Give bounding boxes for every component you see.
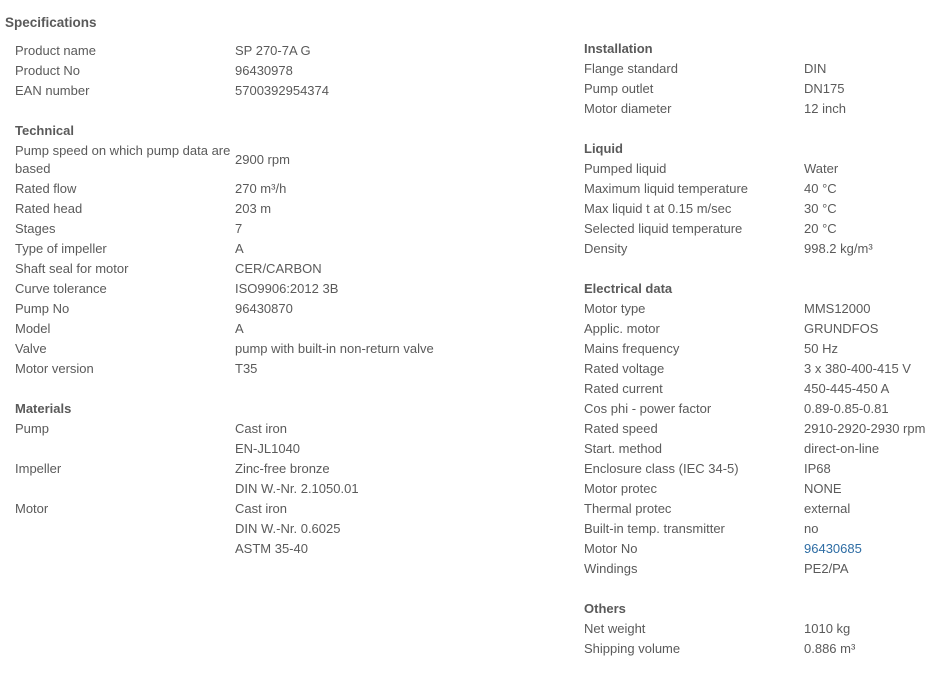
spec-label: Thermal protec xyxy=(584,501,672,516)
spec-label: Maximum liquid temperature xyxy=(584,181,749,196)
spec-row xyxy=(15,339,555,359)
spec-value: ISO9906:2012 3B xyxy=(235,281,339,296)
spec-label: Enclosure class (IEC 34-5) xyxy=(584,461,739,476)
spec-row xyxy=(584,359,934,379)
installation-title: Installation xyxy=(584,41,653,56)
spec-row xyxy=(15,479,555,499)
spec-value: direct-on-line xyxy=(804,441,880,456)
spec-value: 270 m³/h xyxy=(235,181,287,196)
spec-value: 96430870 xyxy=(235,301,293,316)
electrical-title: Electrical data xyxy=(584,281,673,296)
spec-row xyxy=(584,59,934,79)
spec-row xyxy=(584,439,934,459)
spec-value: DIN xyxy=(804,61,827,76)
spec-value: DIN W.-Nr. 2.1050.01 xyxy=(235,481,359,496)
spec-label: Rated head xyxy=(15,201,83,216)
liquid-title: Liquid xyxy=(584,141,623,156)
spec-label: Net weight xyxy=(584,621,646,636)
spec-label: Model xyxy=(15,321,51,336)
spec-label: Rated speed xyxy=(584,421,658,436)
spec-row xyxy=(584,519,934,539)
spec-row xyxy=(15,61,555,81)
spec-row xyxy=(584,639,934,659)
spec-label: Pump No xyxy=(15,301,70,316)
spec-label: Product name xyxy=(15,43,96,58)
spec-row xyxy=(15,219,555,239)
spec-row xyxy=(584,339,934,359)
spec-value: A xyxy=(235,241,244,256)
spec-value: no xyxy=(804,521,819,536)
spec-value: EN-JL1040 xyxy=(235,441,301,456)
spec-row xyxy=(584,479,934,499)
left-column xyxy=(15,41,555,559)
spec-value: 0.89-0.85-0.81 xyxy=(804,401,889,416)
spec-label: Type of impeller xyxy=(15,241,107,256)
spec-row xyxy=(15,81,555,101)
spec-row xyxy=(15,519,555,539)
spec-label: Mains frequency xyxy=(584,341,680,356)
spec-value: 1010 kg xyxy=(804,621,851,636)
spec-row xyxy=(15,459,555,479)
installation-section xyxy=(584,39,934,119)
spec-row xyxy=(15,239,555,259)
spec-label: Stages xyxy=(15,221,56,236)
spec-label: Pump outlet xyxy=(584,81,654,96)
spec-row xyxy=(584,499,934,519)
spec-row xyxy=(584,79,934,99)
spec-label: Valve xyxy=(15,341,47,356)
spec-row xyxy=(15,279,555,299)
spec-row xyxy=(584,419,934,439)
spec-value: A xyxy=(235,321,244,336)
spec-value: 20 °C xyxy=(804,221,837,236)
spec-row xyxy=(15,41,555,61)
spec-row xyxy=(584,219,934,239)
technical-section xyxy=(15,121,555,379)
spec-value: 203 m xyxy=(235,201,272,216)
spec-label: Cos phi - power factor xyxy=(584,401,712,416)
motor-no-link[interactable]: 96430685 xyxy=(804,541,862,556)
spec-row xyxy=(584,159,934,179)
spec-value: NONE xyxy=(804,481,842,496)
spec-label: Pump xyxy=(15,421,49,436)
spec-value: 450-445-450 A xyxy=(804,381,890,396)
spec-label: Motor diameter xyxy=(584,101,672,116)
spec-value: IP68 xyxy=(804,461,831,476)
spec-label: Selected liquid temperature xyxy=(584,221,743,236)
spec-value: 3 x 380-400-415 V xyxy=(804,361,911,376)
spec-label: Motor version xyxy=(15,361,94,376)
spec-label: Curve tolerance xyxy=(15,281,107,296)
spec-row xyxy=(15,179,555,199)
spec-row xyxy=(584,559,934,579)
spec-row xyxy=(584,299,934,319)
spec-value: 5700392954374 xyxy=(235,83,329,98)
spec-value: DIN W.-Nr. 0.6025 xyxy=(235,521,341,536)
spec-label: Built-in temp. transmitter xyxy=(584,521,725,536)
spec-row xyxy=(15,539,555,559)
spec-label: Density xyxy=(584,241,628,256)
spec-row xyxy=(15,359,555,379)
technical-title: Technical xyxy=(15,123,75,138)
spec-label: Motor No xyxy=(584,541,638,556)
materials-section xyxy=(15,399,555,559)
spec-value: 0.886 m³ xyxy=(804,641,856,656)
spec-row xyxy=(584,539,934,559)
spec-value: ASTM 35-40 xyxy=(235,541,308,556)
spec-row xyxy=(584,379,934,399)
spec-value: Zinc-free bronze xyxy=(235,461,330,476)
spec-row xyxy=(584,319,934,339)
spec-value: external xyxy=(804,501,851,516)
spec-label: Windings xyxy=(584,561,638,576)
spec-label: Shipping volume xyxy=(584,641,681,656)
spec-value: SP 270-7A G xyxy=(235,43,311,58)
spec-value: Water xyxy=(804,161,839,176)
spec-value: 40 °C xyxy=(804,181,837,196)
spec-value: PE2/PA xyxy=(804,561,849,576)
spec-row xyxy=(584,459,934,479)
spec-label: Rated current xyxy=(584,381,663,396)
right-column xyxy=(584,39,934,659)
spec-label: Pump speed on which pump data are based xyxy=(15,143,231,176)
spec-value: MMS12000 xyxy=(804,301,871,316)
spec-value: 7 xyxy=(235,221,243,236)
spec-value: DN175 xyxy=(804,81,845,96)
spec-label: Impeller xyxy=(15,461,62,476)
general-section xyxy=(15,41,555,101)
spec-value: T35 xyxy=(235,361,258,376)
spec-row xyxy=(15,419,555,439)
spec-row xyxy=(15,319,555,339)
spec-value: 2900 rpm xyxy=(235,152,290,167)
spec-row xyxy=(584,399,934,419)
spec-value: Cast iron xyxy=(235,501,288,516)
spec-row xyxy=(15,259,555,279)
spec-label: Shaft seal for motor xyxy=(15,261,129,276)
spec-row xyxy=(15,141,555,179)
spec-label: Rated voltage xyxy=(584,361,665,376)
spec-row xyxy=(15,499,555,519)
spec-value: 12 inch xyxy=(804,101,846,116)
spec-row xyxy=(15,199,555,219)
liquid-section xyxy=(584,139,934,259)
spec-row xyxy=(584,239,934,259)
spec-row xyxy=(584,199,934,219)
spec-value: 30 °C xyxy=(804,201,837,216)
spec-row xyxy=(584,99,934,119)
spec-value: 998.2 kg/m³ xyxy=(804,241,873,256)
spec-row xyxy=(584,619,934,639)
spec-row xyxy=(584,179,934,199)
spec-label: Motor protec xyxy=(584,481,657,496)
spec-value: GRUNDFOS xyxy=(804,321,879,336)
spec-label: Flange standard xyxy=(584,61,678,76)
spec-label: Applic. motor xyxy=(584,321,660,336)
spec-value: 50 Hz xyxy=(804,341,838,356)
spec-label: Max liquid t at 0.15 m/sec xyxy=(584,201,732,216)
spec-label: Start. method xyxy=(584,441,663,456)
electrical-section xyxy=(584,279,934,579)
spec-label: Pumped liquid xyxy=(584,161,667,176)
spec-label: Product No xyxy=(15,63,81,78)
spec-value: pump with built-in non-return valve xyxy=(235,341,434,356)
spec-label: Rated flow xyxy=(15,181,77,196)
spec-row xyxy=(15,299,555,319)
spec-label: EAN number xyxy=(15,83,90,98)
spec-label: Motor xyxy=(15,501,49,516)
spec-value: 96430978 xyxy=(235,63,293,78)
spec-value: Cast iron xyxy=(235,421,288,436)
spec-label: Motor type xyxy=(584,301,646,316)
others-title: Others xyxy=(584,601,626,616)
others-section xyxy=(584,599,934,659)
materials-title: Materials xyxy=(15,401,72,416)
spec-value: CER/CARBON xyxy=(235,261,322,276)
page-title: Specifications xyxy=(5,15,97,30)
spec-row xyxy=(15,439,555,459)
spec-value: 2910-2920-2930 rpm xyxy=(804,421,926,436)
